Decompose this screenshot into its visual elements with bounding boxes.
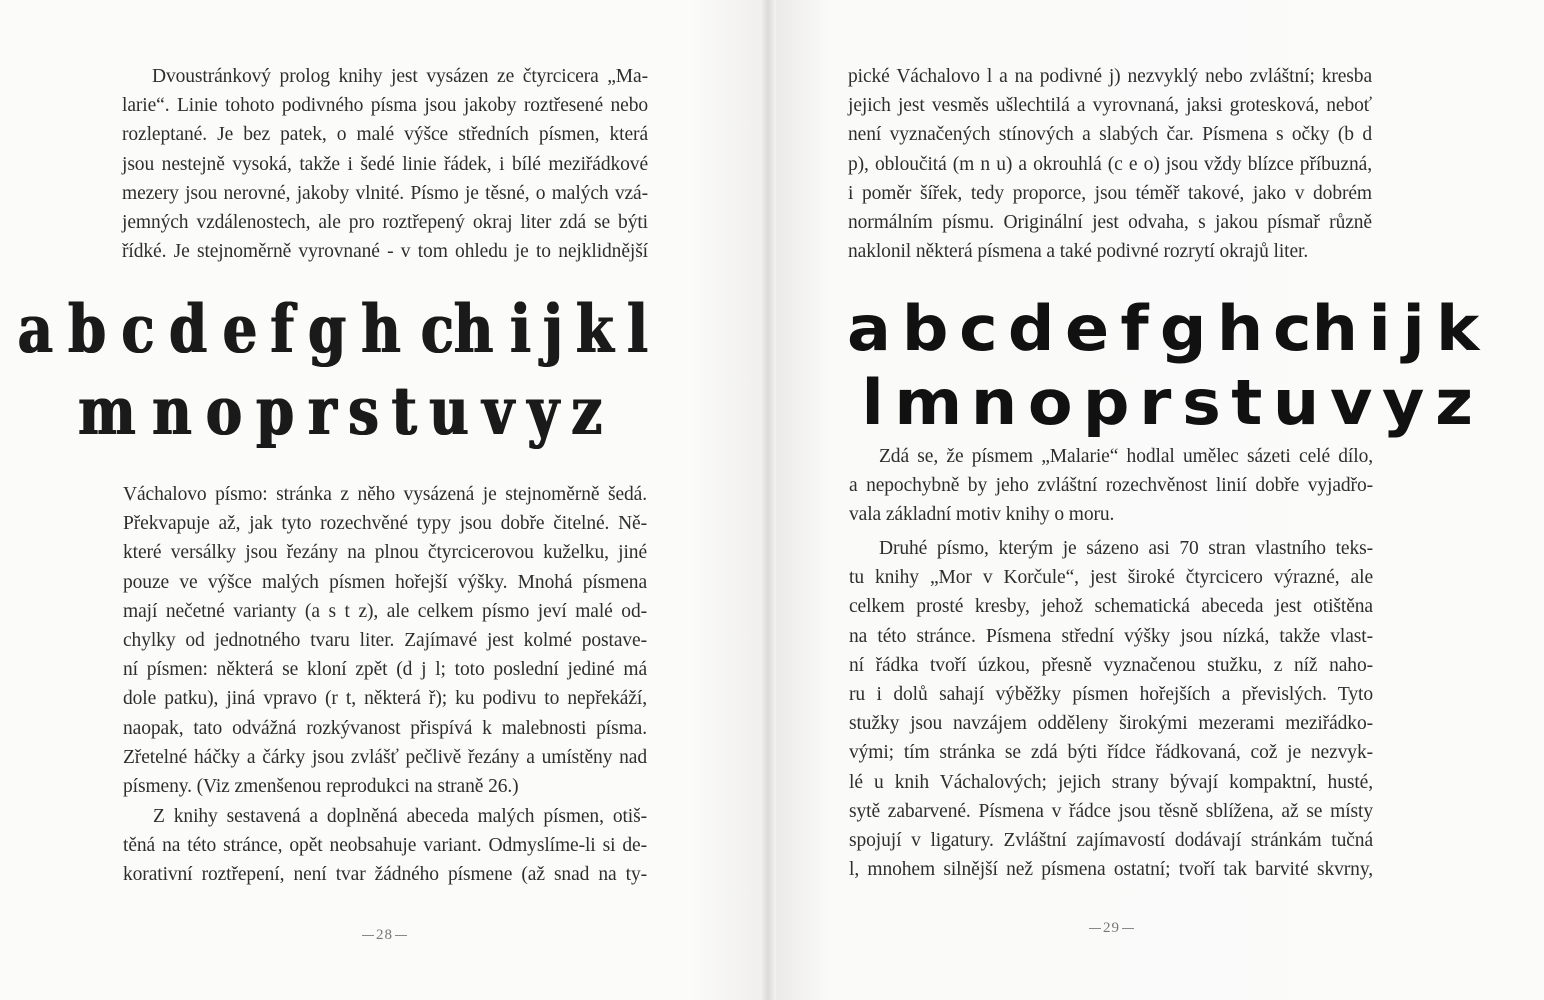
right-paragraph-1 [848, 62, 1372, 266]
text-line: Dvoustránkový prolog knihy jest vysázen ze čtyrcicera „Ma- [152, 66, 648, 87]
text-line: jsou nestejně vysoká, takže i šedé linie řádek, i bílé meziřádkové [122, 153, 648, 175]
alphabet-glyph: g [307, 290, 346, 368]
alphabet-glyph: ch [420, 290, 493, 368]
text-line: lé u knih Váchalových; jejich strany bývají kompaktní, husté, [849, 771, 1373, 793]
alphabet-glyph: i [510, 290, 531, 368]
alphabet-glyph: r [307, 372, 337, 450]
text-line: Překvapuje až, jak tyto rozechvěné typy jsou dobře čitelné. Ně- [123, 513, 647, 535]
text-line: Zdá se, že písmem „Malarie“ hodlal umělec sázeti celé dílo, [879, 446, 1373, 467]
alphabet-glyph: f [270, 290, 294, 368]
plain-alphabet-row-1 [848, 292, 1478, 365]
text-line: normálním písmu. Originální jest odvaha, s jakou písmař různě [848, 211, 1372, 233]
alphabet-glyph: b [901, 292, 949, 365]
text-line: korativní roztřepení, není tvar žádného písmene (až snad na ty- [123, 864, 647, 886]
alphabet-glyph: k [575, 290, 614, 368]
text-line: a nepochybně by jeho zvláštní rozechvěnost linií dobře vyjadřo- [849, 475, 1373, 497]
alphabet-glyph: a [846, 292, 891, 365]
folio-number: 28 [376, 927, 393, 943]
left-paragraph-2 [123, 480, 647, 801]
alphabet-glyph: t [1231, 366, 1263, 439]
folio-dash [1089, 928, 1101, 929]
alphabet-glyph: z [1434, 366, 1473, 439]
alphabet-glyph: f [1120, 292, 1149, 365]
text-line: naopak, tato odvážná rozkývanost přispívá k malebnosti písma. [123, 717, 647, 739]
alphabet-glyph: p [1082, 366, 1130, 439]
text-line: vala základní motiv knihy o moru. [849, 504, 1115, 526]
alphabet-glyph: l [861, 366, 884, 439]
alphabet-glyph: d [1008, 292, 1055, 365]
alphabet-glyph: n [971, 366, 1018, 439]
alphabet-glyph: c [121, 290, 155, 368]
malarie-alphabet-row-2 [72, 372, 606, 450]
folio-dash [1122, 928, 1134, 929]
text-line: písmeny. (Viz zmenšenou reprodukci na straně 26.) [123, 775, 519, 797]
alphabet-glyph: ch [1272, 292, 1358, 365]
alphabet-glyph: s [1182, 366, 1221, 439]
alphabet-glyph: l [627, 290, 648, 368]
text-line: ru i dolů sahají výběžky písmen hořejších a převislých. Tyto [849, 683, 1373, 705]
text-line: p), obloučitá (m n u) a okrouhlá (c e o) jsou vždy blízce příbuzná, [848, 153, 1372, 175]
alphabet-glyph: j [542, 290, 563, 368]
text-line: mají nečetné varianty (a s t z), ale celkem písmo jeví malé od- [123, 600, 647, 622]
text-line: rozleptané. Je bez patek, o malé výšce středních písmen, která [122, 124, 648, 146]
folio-dash [395, 935, 407, 936]
alphabet-glyph: v [482, 372, 515, 450]
text-line: i poměr šířek, tedy proporce, jsou téměř takové, jako v dobrém [848, 182, 1372, 204]
text-line: celkem prosté kresby, jehož schematická abeceda jest otištěna [849, 596, 1373, 618]
book-gutter [760, 0, 776, 1000]
left-paragraph-3 [123, 802, 647, 890]
text-line: chylky od jednotného tvaru liter. Zajímavé jest kolmé postave- [123, 629, 647, 651]
alphabet-glyph: r [1139, 366, 1172, 439]
page-number-right [1087, 920, 1136, 937]
text-line: řídké. Je stejnoměrně vyrovnané - v tom ohledu je to nejklidnější [122, 241, 648, 263]
text-line: pické Váchalovo l a na podivné j) nezvyklý nebo zvláštní; kresba [848, 66, 1372, 87]
alphabet-glyph: n [152, 372, 192, 450]
text-line: stužky jsou navzájem odděleny širokými mezerami meziřádko- [849, 713, 1373, 735]
alphabet-glyph: y [527, 372, 559, 450]
plain-alphabet-row-2 [862, 366, 1472, 439]
text-line: ní písmen: některá se kloní zpět (d j l; toto poslední jediné má [123, 659, 647, 681]
text-line: není vyznačených stínových a slabých čar. Písmena s očky (b d [848, 124, 1372, 146]
alphabet-glyph: e [1065, 292, 1110, 365]
alphabet-glyph: p [256, 372, 295, 450]
text-line: Z knihy sestavená a doplněná abeceda malých písmen, otiš- [153, 806, 647, 827]
alphabet-glyph: k [1435, 292, 1479, 365]
text-line: dole patku), jiná vpravo (r t, některá ř); ku podivu to nepřekáží, [123, 688, 647, 710]
alphabet-glyph: e [222, 290, 257, 368]
alphabet-glyph: c [958, 292, 998, 365]
left-paragraph-1 [122, 62, 648, 266]
text-line: jejich jest vesměs ušlechtilá a vyrovnaná, jaksi grotesková, neboť [848, 95, 1372, 117]
right-paragraph-3 [849, 534, 1373, 884]
alphabet-glyph: h [1216, 292, 1264, 365]
text-line: Druhé písmo, kterým je sázeno asi 70 stran vlastního teks- [879, 538, 1373, 559]
text-line: Zřetelné háčky a čárky jsou zvlášť pečlivě řezány a umístěny nad [123, 746, 647, 768]
alphabet-glyph: i [1368, 292, 1391, 365]
alphabet-glyph: o [1027, 366, 1073, 439]
text-line: tu knihy „Mor v Korčule“, jest široké čtyrcicero výrazné, ale [849, 567, 1373, 589]
text-line: sytě zabarvené. Písmena v řádce jsou těsně sblížena, až se místy [849, 800, 1373, 822]
text-line: vými; tím stránka se zdá býti řídce řádkovaná, což je nezvyk- [849, 742, 1373, 764]
text-line: těná na této stránce, opět neobsahuje variant. Odmyslíme-li si de- [123, 835, 647, 857]
text-line: pouze ve výšce malých písmen hořejší výšky. Mnohá písmena [123, 571, 647, 593]
text-line: l, mnohem silnější než písmena ostatní; tvoří tak barvité skvrny, [849, 859, 1373, 881]
text-line: jemných vzdálenostech, ale pro roztřepený okraj liter zdá se býti [122, 211, 648, 233]
alphabet-glyph: m [893, 366, 962, 439]
text-line: spojují v ligatury. Zvláštní zajímavostí dodávají stránkám tučná [849, 829, 1373, 851]
folio-number: 29 [1103, 920, 1120, 936]
alphabet-glyph: z [571, 372, 603, 450]
alphabet-glyph: o [206, 372, 243, 450]
alphabet-glyph: h [361, 290, 401, 368]
malarie-alphabet-row-1 [14, 290, 650, 368]
right-paragraph-2 [849, 442, 1373, 530]
alphabet-glyph: u [429, 372, 470, 450]
text-line: ní řádka tvoří úzkou, přesně vyznačenou stužku, z níž naho- [849, 654, 1373, 676]
text-line: naklonil některá písmena a také podivné rozrytí okrajů liter. [848, 241, 1309, 263]
alphabet-glyph: t [391, 372, 417, 450]
text-line: Váchalovo písmo: stránka z něho vysázená je stejnoměrně šedá. [123, 484, 647, 505]
folio-dash [362, 935, 374, 936]
text-line: larie“. Linie tohoto podivného písma jsou jakoby roztřesené nebo [122, 95, 648, 117]
alphabet-glyph: m [78, 372, 136, 450]
alphabet-glyph: a [17, 290, 53, 368]
alphabet-glyph: v [1329, 366, 1372, 439]
text-line: mezery jsou nerovné, jakoby vlnité. Písmo je těsné, o malých vzá- [122, 182, 648, 204]
page-number-left [360, 927, 409, 944]
text-line: na této stránce. Písmena střední výšky jsou nízká, takže vlast- [849, 625, 1373, 647]
text-line: které versálky jsou řezány na plnou čtyrcicerovou kuželku, jiné [123, 542, 647, 564]
alphabet-glyph: u [1273, 366, 1320, 439]
alphabet-glyph: b [68, 290, 107, 368]
alphabet-glyph: d [169, 290, 208, 368]
alphabet-glyph: g [1159, 292, 1207, 365]
alphabet-glyph: s [348, 372, 380, 450]
alphabet-glyph: y [1382, 366, 1425, 439]
alphabet-glyph: j [1402, 292, 1425, 365]
